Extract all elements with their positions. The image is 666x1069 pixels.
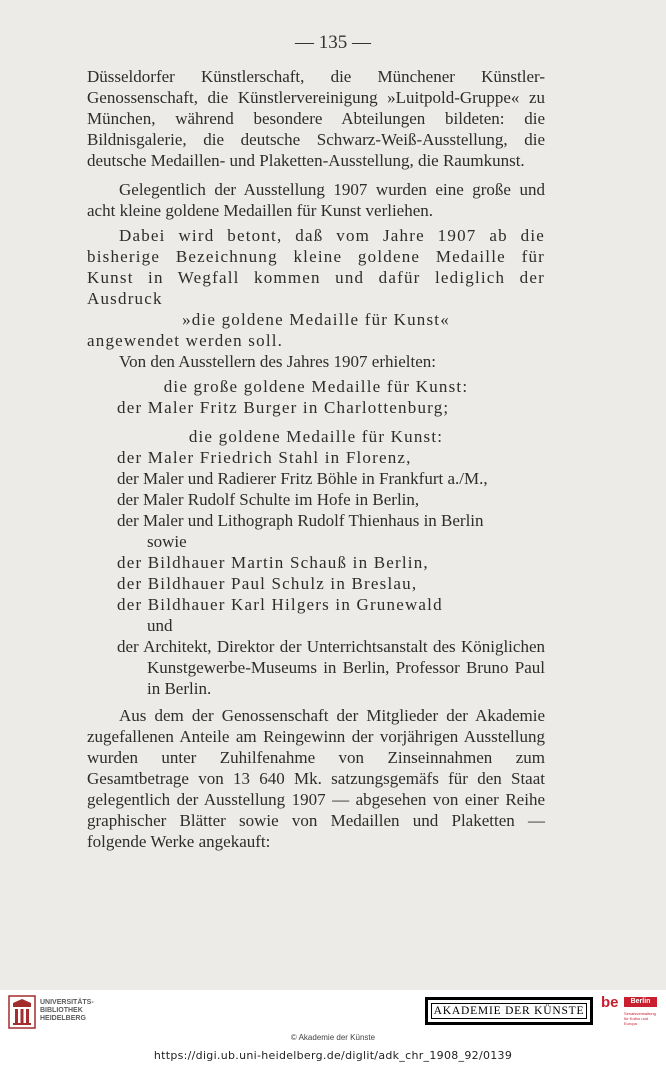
- conjunction-sowie: sowie: [147, 532, 187, 551]
- paragraph-3-end: angewendet werden soll.: [87, 331, 284, 350]
- akademie-logo-label: AKADEMIE DER KÜNSTE: [431, 1003, 587, 1019]
- award-item: der Bildhauer Karl Hilgers in Grunewald: [117, 595, 443, 614]
- paragraph-4: Von den Ausstellern des Jahres 1907 erhielten:: [119, 352, 436, 371]
- copyright-notice: © Akademie der Künste: [290, 1033, 376, 1042]
- page-number: — 135 —: [295, 32, 371, 53]
- award-item: der Maler und Lithograph Rudolf Thienhaus in Berlin: [117, 511, 484, 530]
- akademie-logo[interactable]: [425, 997, 593, 1025]
- heading-grosse-medaille: die große goldene Medaille für Kunst:: [163, 377, 469, 396]
- award-item: der Maler Fritz Burger in Charlottenburg;: [117, 398, 450, 417]
- paragraph-2: Gelegentlich der Ausstellung 1907 wurden eine große und acht kleine goldene Medaillen für Kunst verliehen.: [87, 180, 545, 220]
- award-item: der Bildhauer Martin Schauß in Berlin,: [117, 553, 429, 572]
- award-item: der Maler und Radierer Fritz Böhle in Frankfurt a./M.,: [117, 469, 488, 488]
- berlin-senate-logo-icon: be: [601, 994, 619, 1011]
- heading-goldene-medaille: die goldene Medaille für Kunst:: [188, 427, 444, 446]
- heidelberg-library-logo[interactable]: [8, 995, 138, 1033]
- paragraph-1: Düsseldorfer Künstlerschaft, die Münchener Künstler-Genossenschaft, die Künstlervereinigung »Luitpold-Gruppe« zu München, während besondere Abteilungen bildeten: die Bildnisgalerie, die deutsche Schwarz-Weiß-Ausstellung, die deutsche Medaillen- und Plaketten-Ausstellung, die Raumkunst.: [87, 67, 545, 170]
- berlin-label: Berlin: [624, 997, 657, 1007]
- quote: »die goldene Medaille für Kunst«: [182, 310, 450, 329]
- award-item-architekt: der Architekt, Direktor der Unterrichtsanstalt des Königlichen Kunstgewerbe-Museums in Berlin, Professor Bruno Paul in Berlin.: [117, 637, 545, 698]
- award-item: der Maler Friedrich Stahl in Florenz,: [117, 448, 412, 467]
- conjunction-und: und: [147, 616, 173, 635]
- award-item: der Maler Rudolf Schulte im Hofe in Berlin,: [117, 490, 420, 509]
- berlin-subtitle: Senatsverwaltung für Kultur und Europa: [624, 1011, 656, 1026]
- paragraph-5: Aus dem der Genossenschaft der Mitglieder der Akademie zugefallenen Anteile am Reingewinn der vorjährigen Ausstellung wurden unter Zuhilfenahme von Zinseinnahmen zum Gesamtbetrage von 13 640 Mk. satzungsgemäfs für den Staat gelegentlich der Ausstellung 1907 — abgesehen von einer Reihe graphischer Blätter sowie von Medaillen und Plaketten — folgende Werke angekauft:: [87, 706, 545, 851]
- heidelberg-library-name: UNIVERSITÄTS- BIBLIOTHEK HEIDELBERG: [40, 999, 94, 1022]
- berlin-senate-logo[interactable]: [600, 994, 658, 1032]
- heidelberg-library-logo-icon: [8, 995, 36, 1029]
- award-item: der Bildhauer Paul Schulz in Breslau,: [117, 574, 418, 593]
- permalink-url[interactable]: https://digi.ub.uni-heidelberg.de/diglit/adk_chr_1908_92/0139: [153, 1049, 513, 1062]
- paragraph-3: Dabei wird betont, daß vom Jahre 1907 ab die bisherige Bezeichnung kleine goldene Medaille für Kunst in Wegfall kommen und dafür lediglich der Ausdruck: [87, 226, 545, 308]
- page-text: [87, 66, 545, 852]
